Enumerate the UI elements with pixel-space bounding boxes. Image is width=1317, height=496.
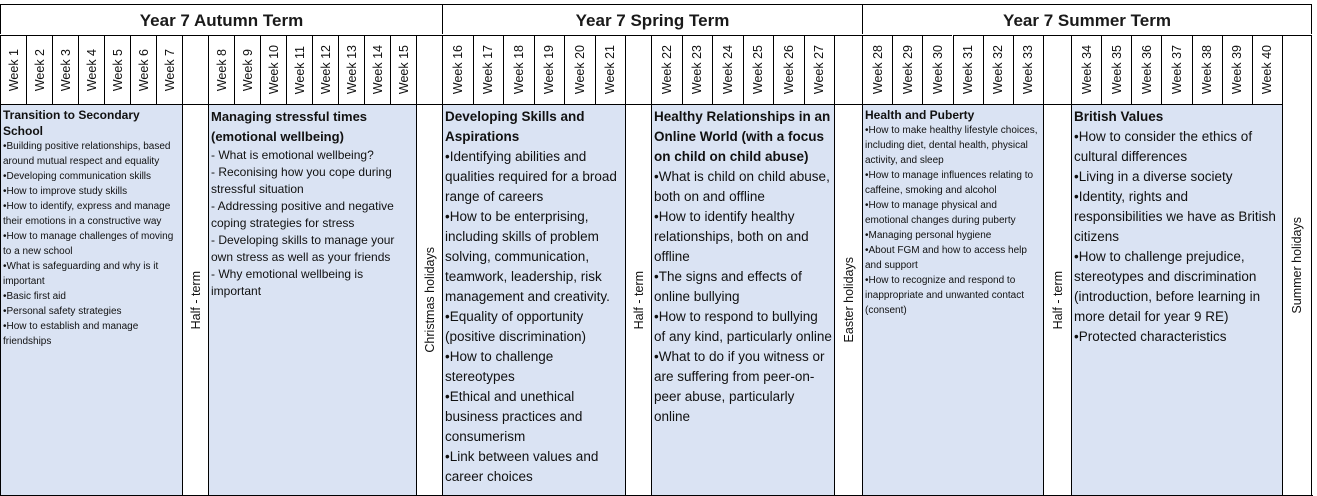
unit-british-values — [1071, 104, 1282, 495]
week-header-cell — [442, 35, 473, 104]
week-header-cell — [0, 35, 26, 104]
list-item: •Protected characteristics — [1074, 329, 1227, 344]
week-label: Week 37 — [1169, 45, 1184, 95]
list-item: •Basic first aid — [3, 291, 66, 302]
week-label: Week 29 — [900, 45, 915, 95]
week-header-cell — [1101, 35, 1131, 104]
week-label: Week 10 — [266, 45, 281, 95]
week-label: Week 17 — [481, 45, 496, 95]
week-label: Week 3 — [58, 48, 73, 92]
week-header-cell — [892, 35, 922, 104]
half-term-1-column — [182, 104, 208, 495]
break-header-cell — [834, 35, 862, 104]
half-term-3-label: Half - term — [1050, 270, 1065, 330]
week-label: Week 33 — [1021, 45, 1036, 95]
easter-holidays-column — [834, 104, 862, 495]
week-header-cell — [1192, 35, 1222, 104]
week-label: Week 16 — [450, 45, 465, 95]
easter-holidays-label: Easter holidays — [841, 257, 856, 343]
week-header-cell — [234, 35, 260, 104]
week-header-cell — [130, 35, 156, 104]
week-header-cell — [286, 35, 312, 104]
week-label: Week 9 — [240, 48, 255, 92]
week-header-cell — [78, 35, 104, 104]
list-item: •Personal safety strategies — [3, 306, 122, 317]
week-label: Week 12 — [318, 45, 333, 95]
week-header-cell — [953, 35, 983, 104]
week-label: Week 5 — [110, 48, 125, 92]
list-item: •What is safeguarding and why is it important — [3, 261, 159, 287]
week-label: Week 34 — [1079, 45, 1094, 95]
list-item: •Ethical and unethical business practices and consumerism — [445, 389, 583, 444]
list-item: •How to recognize and respond to inappropriate and unwanted contact (consent) — [865, 275, 1025, 316]
week-label: Week 4 — [84, 48, 99, 92]
summer-holidays-label: Summer holidays — [1290, 217, 1304, 314]
week-header-cell — [564, 35, 595, 104]
list-item: •How to challenge prejudice, stereotypes and discrimination (introduction, before learning in more detail for year 9 RE) — [1074, 249, 1261, 324]
unit-health-puberty — [862, 104, 1043, 495]
list-item: •How to manage physical and emotional changes during puberty — [865, 200, 1016, 226]
week-header-cell — [503, 35, 534, 104]
week-header-cell — [26, 35, 52, 104]
week-label: Week 24 — [720, 45, 735, 95]
unit-items — [865, 123, 1041, 318]
list-item: •About FGM and how to access help and support — [865, 245, 1027, 271]
unit-title: Healthy Relationships in an Online World (with a focus on child on child abuse) — [654, 109, 831, 164]
week-label: Week 1 — [6, 48, 21, 92]
half-term-2-column — [625, 104, 651, 495]
week-header-cell — [156, 35, 182, 104]
week-header-cell — [260, 35, 286, 104]
list-item: •What to do if you witness or are suffering from peer-on-peer abuse, particularly online — [654, 349, 825, 424]
week-header-cell — [104, 35, 130, 104]
week-header-cell — [743, 35, 774, 104]
break-header-cell — [625, 35, 651, 104]
week-header-cell — [922, 35, 952, 104]
week-header-cell — [773, 35, 804, 104]
week-header-cell — [1071, 35, 1101, 104]
week-header-cell — [473, 35, 504, 104]
list-item: •Living in a diverse society — [1074, 169, 1233, 184]
list-item: - Addressing positive and negative coping strategies for stress — [211, 199, 394, 230]
week-label: Week 2 — [32, 48, 47, 92]
list-item: •Equality of opportunity (positive discrimination) — [445, 309, 587, 344]
unit-items — [654, 167, 832, 427]
list-item: - What is emotional wellbeing? — [211, 148, 374, 162]
list-item: •Identifying abilities and qualities required for a broad range of careers — [445, 149, 617, 204]
unit-title: Transition to Secondary School — [3, 108, 140, 138]
unit-title: Health and Puberty — [865, 108, 975, 122]
week-label: Week 27 — [812, 45, 827, 95]
week-label: Week 39 — [1230, 45, 1245, 95]
list-item: •How to make healthy lifestyle choices, including diet, dental health, physical activity, and sleep — [865, 125, 1038, 166]
list-item: - Developing skills to manage your own stress as well as your friends — [211, 233, 395, 264]
week-label: Week 35 — [1109, 45, 1124, 95]
list-item: •What is child on child abuse, both on and offline — [654, 169, 830, 204]
week-label: Week 21 — [603, 45, 618, 95]
week-label: Week 11 — [292, 45, 307, 95]
week-header-cell — [390, 35, 416, 104]
week-header-cell — [595, 35, 626, 104]
week-label: Week 13 — [344, 45, 359, 95]
break-header-cell — [1043, 35, 1071, 104]
christmas-holidays-column — [416, 104, 442, 495]
break-header-cell — [416, 35, 442, 104]
half-term-1-label: Half - term — [188, 270, 203, 330]
list-item: •Identity, rights and responsibilities we have as British citizens — [1074, 189, 1276, 244]
week-header-cell — [52, 35, 78, 104]
list-item: - Reconising how you cope during stressful situation — [211, 165, 392, 196]
week-label: Week 30 — [930, 45, 945, 95]
week-header-cell — [712, 35, 743, 104]
list-item: •Link between values and career choices — [445, 449, 599, 484]
unit-healthy-relationships — [651, 104, 834, 495]
week-header-cell — [682, 35, 713, 104]
unit-items — [1074, 127, 1280, 347]
week-header-cell — [1161, 35, 1191, 104]
week-label: Week 28 — [870, 45, 885, 95]
unit-items — [211, 147, 414, 300]
week-label: Week 25 — [751, 45, 766, 95]
list-item: •How to be enterprising, including skills of problem solving, communication, teamwork, leadership, risk management and creativity. — [445, 209, 610, 304]
unit-title: British Values — [1074, 109, 1164, 124]
unit-title: Developing Skills and Aspirations — [445, 109, 585, 144]
unit-items — [3, 139, 180, 349]
unit-title: Managing stressful times (emotional wellbeing) — [211, 109, 368, 144]
week-label: Week 22 — [659, 45, 674, 95]
week-header-cell — [338, 35, 364, 104]
week-header-cell — [534, 35, 565, 104]
list-item: •How to identify, express and manage their emotions in a constructive way — [3, 201, 171, 227]
week-header-cell — [312, 35, 338, 104]
week-label: Week 32 — [991, 45, 1006, 95]
list-item: •How to identify healthy relationships, both on and offline — [654, 209, 809, 264]
list-item: - Why emotional wellbeing is important — [211, 267, 364, 298]
week-label: Week 18 — [511, 45, 526, 95]
week-header-cell — [1252, 35, 1282, 104]
unit-items — [445, 147, 623, 487]
week-label: Week 14 — [370, 45, 385, 95]
list-item: •How to manage challenges of moving to a new school — [3, 231, 174, 257]
week-label: Week 40 — [1260, 45, 1275, 95]
list-item: •How to respond to bullying of any kind, particularly online — [654, 309, 832, 344]
unit-managing-stress — [208, 104, 416, 495]
week-label: Week 6 — [136, 48, 151, 92]
week-label: Week 7 — [162, 48, 177, 92]
list-item: •Developing communication skills — [3, 171, 152, 182]
list-item: •Managing personal hygiene — [865, 230, 992, 241]
half-term-2-label: Half - term — [631, 270, 646, 330]
term-header-autumn: Year 7 Autumn Term — [0, 4, 442, 34]
week-header-cell — [208, 35, 234, 104]
week-header-cell — [1131, 35, 1161, 104]
unit-transition — [0, 104, 182, 495]
list-item: •The signs and effects of online bullying — [654, 269, 802, 304]
week-header-cell — [983, 35, 1013, 104]
week-label: Week 15 — [396, 45, 411, 95]
list-item: •Building positive relationships, based around mutual respect and equality — [3, 141, 171, 167]
week-label: Week 19 — [542, 45, 557, 95]
week-header-cell — [651, 35, 682, 104]
week-label: Week 23 — [690, 45, 705, 95]
list-item: •How to challenge stereotypes — [445, 349, 554, 384]
unit-developing-skills — [442, 104, 625, 495]
list-item: •How to improve study skills — [3, 186, 128, 197]
list-item: •How to consider the ethics of cultural differences — [1074, 129, 1253, 164]
christmas-holidays-label: Christmas holidays — [422, 247, 437, 353]
week-label: Week 26 — [781, 45, 796, 95]
week-label: Week 36 — [1139, 45, 1154, 95]
week-label: Week 20 — [572, 45, 587, 95]
week-label: Week 38 — [1200, 45, 1215, 95]
summer-holidays-column — [1282, 35, 1312, 495]
week-label: Week 8 — [214, 48, 229, 92]
week-header-cell — [1013, 35, 1043, 104]
list-item: •How to establish and manage friendships — [3, 321, 139, 347]
week-header-cell — [804, 35, 835, 104]
half-term-3-column — [1043, 104, 1071, 495]
week-label: Week 31 — [961, 45, 976, 95]
week-header-cell — [1222, 35, 1252, 104]
term-header-summer: Year 7 Summer Term — [862, 4, 1312, 34]
week-header-cell — [364, 35, 390, 104]
term-header-spring: Year 7 Spring Term — [442, 4, 862, 34]
week-header-cell — [862, 35, 892, 104]
break-header-cell — [182, 35, 208, 104]
list-item: •How to manage influences relating to caffeine, smoking and alcohol — [865, 170, 1034, 196]
